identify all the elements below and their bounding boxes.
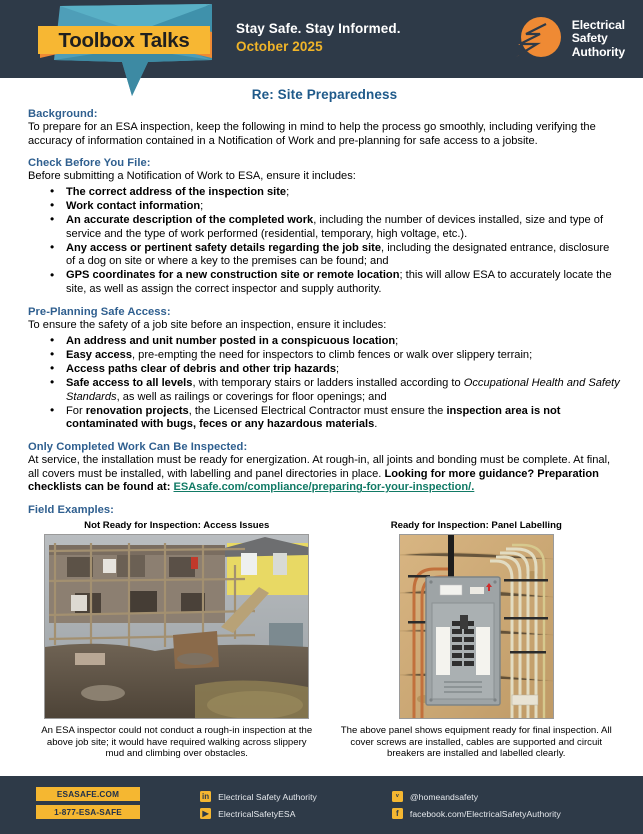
field-example-title: Ready for Inspection: Panel Labelling <box>390 520 562 532</box>
page-header <box>0 0 643 78</box>
esa-word-authority: Authority <box>571 44 625 59</box>
tagline-primary: Stay Safe. Stay Informed. <box>236 21 401 36</box>
field-example-caption: The above panel shows equipment ready for final inspection. All cover screws are installed, cables are supported and circuit breakers are installed and labelled clearly. <box>340 725 612 760</box>
list-item: • An accurate description of the completed work, including the number of devices installed, size and type of service and the type of work performed (residential, temporary, high voltage, etc.). <box>50 214 621 241</box>
section-heading-pre-planning-safe-access: Pre-Planning Safe Access: <box>28 306 171 319</box>
footer-linkedin-label: Electrical Safety Authority <box>218 791 317 802</box>
footer-website-pill[interactable]: ESASAFE.COM <box>36 787 140 801</box>
esa-wordmark <box>572 19 625 60</box>
field-example-not-ready <box>32 520 322 760</box>
footer-social-column-right <box>392 791 623 819</box>
list-item: • Any access or pertinent safety details regarding the job site, including the designated entrance, disclosure of a dog on site or where a key to the premises can be found; and <box>50 242 621 269</box>
list-item: • Easy access, pre-empting the need for inspectors to climb fences or walk over slippery terrain; <box>50 349 621 363</box>
list-item: • Work contact information; <box>50 200 621 214</box>
footer-social-column-left <box>200 791 392 819</box>
footer-youtube-row[interactable] <box>200 808 392 819</box>
footer-phone-pill[interactable]: 1-877-ESA-SAFE <box>36 805 140 819</box>
section-text-background: To prepare for an ESA inspection, keep the following in mind to help the process go smoothly, including verifying the accuracy of information contained in a Notification of Work and pre-planning for safe access to a jobsite. <box>28 121 596 147</box>
youtube-icon: ▶ <box>200 808 211 819</box>
linkedin-icon: in <box>202 791 210 801</box>
section-text-check-before-you-file: Before submitting a Notification of Work to ESA, ensure it includes: <box>28 170 356 183</box>
field-examples-row <box>28 520 621 760</box>
footer-facebook-row[interactable] <box>392 808 623 819</box>
footer-linkedin-row[interactable] <box>200 791 392 802</box>
field-example-caption: An ESA inspector could not conduct a rough-in inspection at the above job site; it would have required walking across slippery mud and climbing over obstacles. <box>41 725 313 760</box>
section-heading-check-before-you-file: Check Before You File: <box>28 157 151 170</box>
field-example-ready <box>332 520 622 760</box>
document-body <box>0 78 643 760</box>
esa-word-safety: Safety <box>571 31 608 46</box>
section-text-pre-planning-safe-access: To ensure the safety of a job site before an inspection, ensure it includes: <box>28 319 387 332</box>
bullet-list-check-before-you-file <box>28 186 621 297</box>
footer-facebook-label: facebook.com/ElectricalSafetyAuthority <box>409 808 561 819</box>
construction-site-photo <box>44 534 309 719</box>
footer-twitter-row[interactable] <box>392 791 623 802</box>
speech-bubble-graphic <box>36 2 216 98</box>
page-title: Re: Site Preparedness <box>251 87 398 102</box>
electrical-panel-photo <box>399 534 554 719</box>
list-item: • An address and unit number posted in a conspicuous location; <box>50 335 621 349</box>
toolbox-talks-wordmark: Toolbox Talks <box>58 29 190 52</box>
page-footer <box>0 776 643 834</box>
twitter-icon: ᵛ <box>392 791 403 802</box>
esa-logo <box>510 12 625 66</box>
list-item: • GPS coordinates for a new construction site or remote location; this will allow ESA to accurately locate the site, as well as assign the correct inspector and supply authority. <box>50 269 621 296</box>
section-heading-only-completed-work: Only Completed Work Can Be Inspected: <box>28 441 248 454</box>
footer-contact-pills <box>28 787 200 823</box>
toolbox-talks-logo <box>36 2 216 98</box>
header-tagline <box>236 20 401 55</box>
esa-word-electrical: Electrical <box>571 17 625 32</box>
section-text-only-completed-work: At service, the installation must be ready for energization. At rough-in, all joints and bonding must be complete. At final, all covers must be installed, with labelling and panel directories in place. Looking for more guidance? Preparation checklists can be found at: ESAsafe.com/compliance/preparing-for-your-inspection/. <box>28 454 611 494</box>
list-item: • The correct address of the inspection site; <box>50 186 621 200</box>
section-heading-background: Background: <box>28 108 98 120</box>
list-item: • Access paths clear of debris and other trip hazards; <box>50 363 621 377</box>
footer-youtube-label: ElectricalSafetyESA <box>218 808 296 819</box>
inspection-checklist-link[interactable]: ESAsafe.com/compliance/preparing-for-your-inspection/. <box>173 481 475 494</box>
facebook-icon: f <box>392 808 403 819</box>
list-item: • For renovation projects, the Licensed Electrical Contractor must ensure the inspection area is not contaminated with bugs, feces or any hazardous materials. <box>50 405 621 432</box>
list-item: • Safe access to all levels, with temporary stairs or ladders installed according to Occupational Health and Safety Standards, as well as railings or coverings for floor openings; and <box>50 377 621 404</box>
footer-twitter-label: @homeandsafety <box>409 791 479 802</box>
section-heading-field-examples: Field Examples: <box>28 504 114 517</box>
bullet-list-pre-planning-safe-access <box>28 335 621 432</box>
esa-lightning-mark-icon <box>510 12 564 66</box>
tagline-issue-date: October 2025 <box>236 39 323 54</box>
field-example-title: Not Ready for Inspection: Access Issues <box>84 520 270 532</box>
